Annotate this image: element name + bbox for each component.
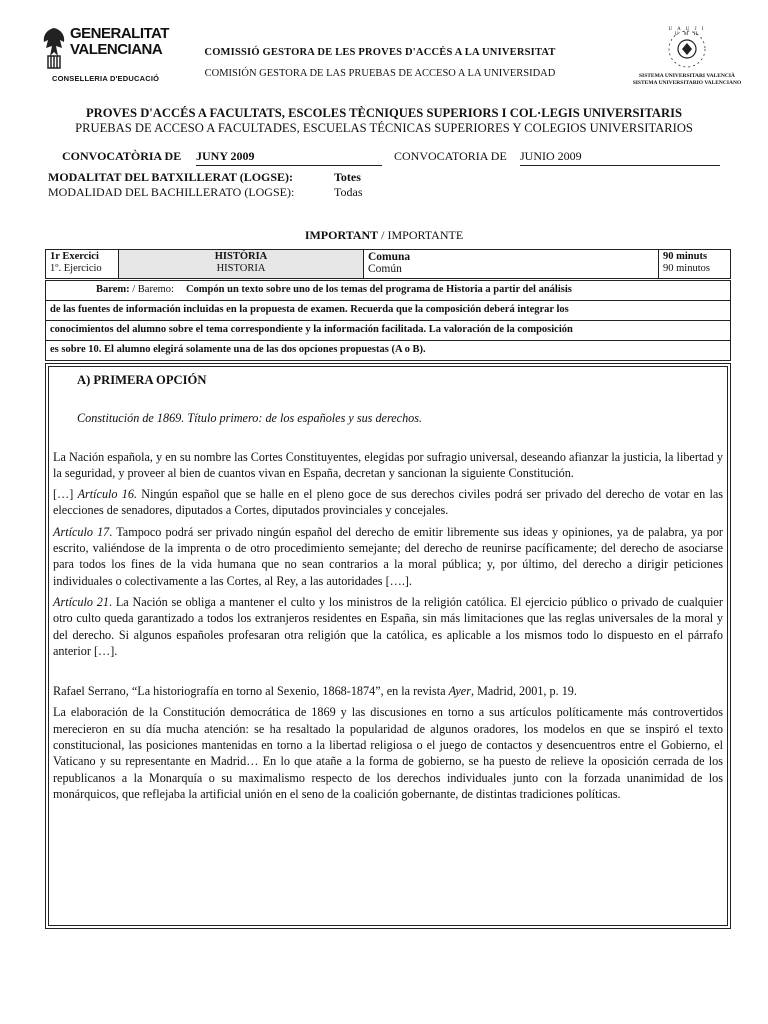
- citation: Rafael Serrano, “La historiografía en torno al Sexenio, 1868-1874”, en la revista Ayer, Madrid, 2001, p. 19.: [53, 684, 577, 699]
- preamble-paragraph: La Nación española, y en su nombre las Cortes Constituyentes, elegidas por sufragio universal, deseando afianzar la justicia, la libertad y la seguridad, y proveer al bien de cuantos vivan en España, decretan y sancionan la siguiente Constitución.: [53, 449, 723, 480]
- convocatoria-label-va: CONVOCATÒRIA DE: [62, 149, 182, 163]
- logo-text-line1: GENERALITAT: [70, 25, 169, 42]
- exam-title-es: PRUEBAS DE ACCESO A FACULTADES, ESCUELAS TÉCNICAS SUPERIORES Y COLEGIOS UNIVERSITARIOS: [75, 121, 693, 135]
- barem-line-1: Compón un texto sobre uno de los temas del programa de Historia a partir del análisis: [185, 284, 572, 295]
- option-a-box: [45, 363, 731, 929]
- article-21-paragraph: Artículo 21. La Nación se obliga a mantener el culto y los ministros de la religión católica. El ejercicio público o privado de cualquier otro culto queda garantizado a todos los extranjeros residentes en España, sin más limitaciones que las reglas universales de la moral y del derecho. Si algunos españoles profesaran otra religión que la católica, es aplicable a los mismos todo lo dispuesto en el párrafo anterior […].: [53, 594, 723, 658]
- modalitat-label-va: MODALITAT DEL BATXILLERAT (LOGSE):: [48, 170, 294, 184]
- barem-line-3: conocimientos del alumno sobre el tema correspondiente y la información facilitada. La valoración de la composición: [46, 321, 730, 341]
- type-cell: Comuna Común: [364, 250, 659, 279]
- bat-emblem-icon: [40, 26, 68, 70]
- sistema-es-label: SISTEMA UNIVERSITARIO VALENCIANO: [632, 80, 742, 86]
- modalitat-value-va: Totes: [334, 170, 361, 184]
- modalidad-label-es: MODALIDAD DEL BACHILLERATO (LOGSE):: [48, 185, 295, 199]
- source-title: Constitución de 1869. Título primero: de los españoles y sus derechos.: [77, 411, 423, 426]
- convocatoria-value-es: JUNIO 2009: [520, 149, 720, 166]
- logo-text-line2: VALENCIANA: [70, 41, 163, 58]
- historiography-paragraph: La elaboración de la Constitución democrática de 1869 y las discusiones en torno a sus artículos políticamente más controvertidos merecieron en su día mucha atención: se ha resaltado la popularidad de algunos oradores, los modelos en que se inspiró el texto constitucional, las posiciones mantenidas en torno a la libertad religiosa o el juego de contactos y desencuentros entre el Gobierno, el Vaticano y su representante en Madrid… En lo que atañe a la forma de gobierno, se ha puesto de relieve la oposición cerrada de los republicanos a la Monarquía o su maximalismo respecto de los derechos individuales junto con la forzada unanimidad de los monárquicos, que reflejaba la artificial unión en el seno de la coalición gobernante, de distintas tradiciones políticas.: [53, 705, 723, 801]
- conselleria-label: CONSELLERIA D'EDUCACIÓ: [52, 74, 160, 83]
- option-heading: A) PRIMERA OPCIÓN: [77, 373, 207, 387]
- duration-cell: 90 minuts 90 minutos: [659, 250, 731, 279]
- header-title-es: COMISIÓN GESTORA DE LAS PRUEBAS DE ACCESO A LA UNIVERSIDAD: [204, 68, 556, 79]
- exam-title-va: PROVES D'ACCÉS A FACULTATS, ESCOLES TÈCNIQUES SUPERIORS I COL·LEGIS UNIVERSITARIS: [85, 106, 683, 120]
- convocatoria-value-va: JUNY 2009: [196, 149, 382, 166]
- convocatoria-label-es: CONVOCATORIA DE: [394, 149, 507, 163]
- barem-line-2: de las fuentes de información incluidas en la propuesta de examen. Recuerda que la composición deberá integrar los: [46, 301, 730, 321]
- sistema-va-label: SISTEMA UNIVERSITARI VALENCIÀ: [639, 73, 735, 79]
- exercici-cell: 1r Exercici 1º. Ejercicio: [46, 250, 119, 279]
- modalidad-value-es: Todas: [334, 185, 363, 199]
- generalitat-logo: [40, 24, 170, 88]
- seal-ring-text: U A U J I U M H: [668, 27, 706, 37]
- header-title-va: COMISSIÓ GESTORA DE LES PROVES D'ACCÉS A LA UNIVERSITAT: [204, 47, 556, 58]
- barem-line-4: es sobre 10. El alumno elegirá solamente una de las dos opciones propuestas (A o B).: [50, 344, 426, 355]
- barem-box: Barem: / Baremo: Compón un texto sobre uno de los temas del programa de Historia a partir del análisis de las fuentes de información incluidas en la propuesta de examen. Recuerda que la composición deberá integrar los conocimientos del alumno sobre el tema correspondiente y la información facilitada. La valoración de la composición es sobre 10. El alumno elegirá solamente una de las dos opciones propuestas (A o B).: [45, 280, 731, 361]
- sistema-universitari-logo: [612, 26, 762, 96]
- article-16-paragraph: […] Artículo 16. Ningún español que se halle en el pleno goce de sus derechos civiles podrá ser privado del derecho de votar en las elecciones de senadores, diputados a Cortes, diputados provinciales y concejales.: [53, 487, 723, 518]
- article-17-paragraph: Artículo 17. Tampoco podrá ser privado ningún español del derecho de emitir libremente sus ideas y opiniones, ya de palabra, ya por escrito, valiéndose de la imprenta o de otro procedimiento semejante; del derecho de reunirse pacíficamente; del derecho de asociarse para todos los fines de la vida humana que no sean contrarios a la moral pública; y, por último, del derecho a dirigir peticiones individuales o colectivamente a las Cortes, al Rey, a las autoridades [….].: [53, 524, 723, 588]
- important-heading: IMPORTANT / IMPORTANTE: [304, 228, 464, 242]
- subject-cell: HISTÒRIA HISTORIA: [119, 250, 364, 279]
- exam-info-table: [45, 249, 731, 279]
